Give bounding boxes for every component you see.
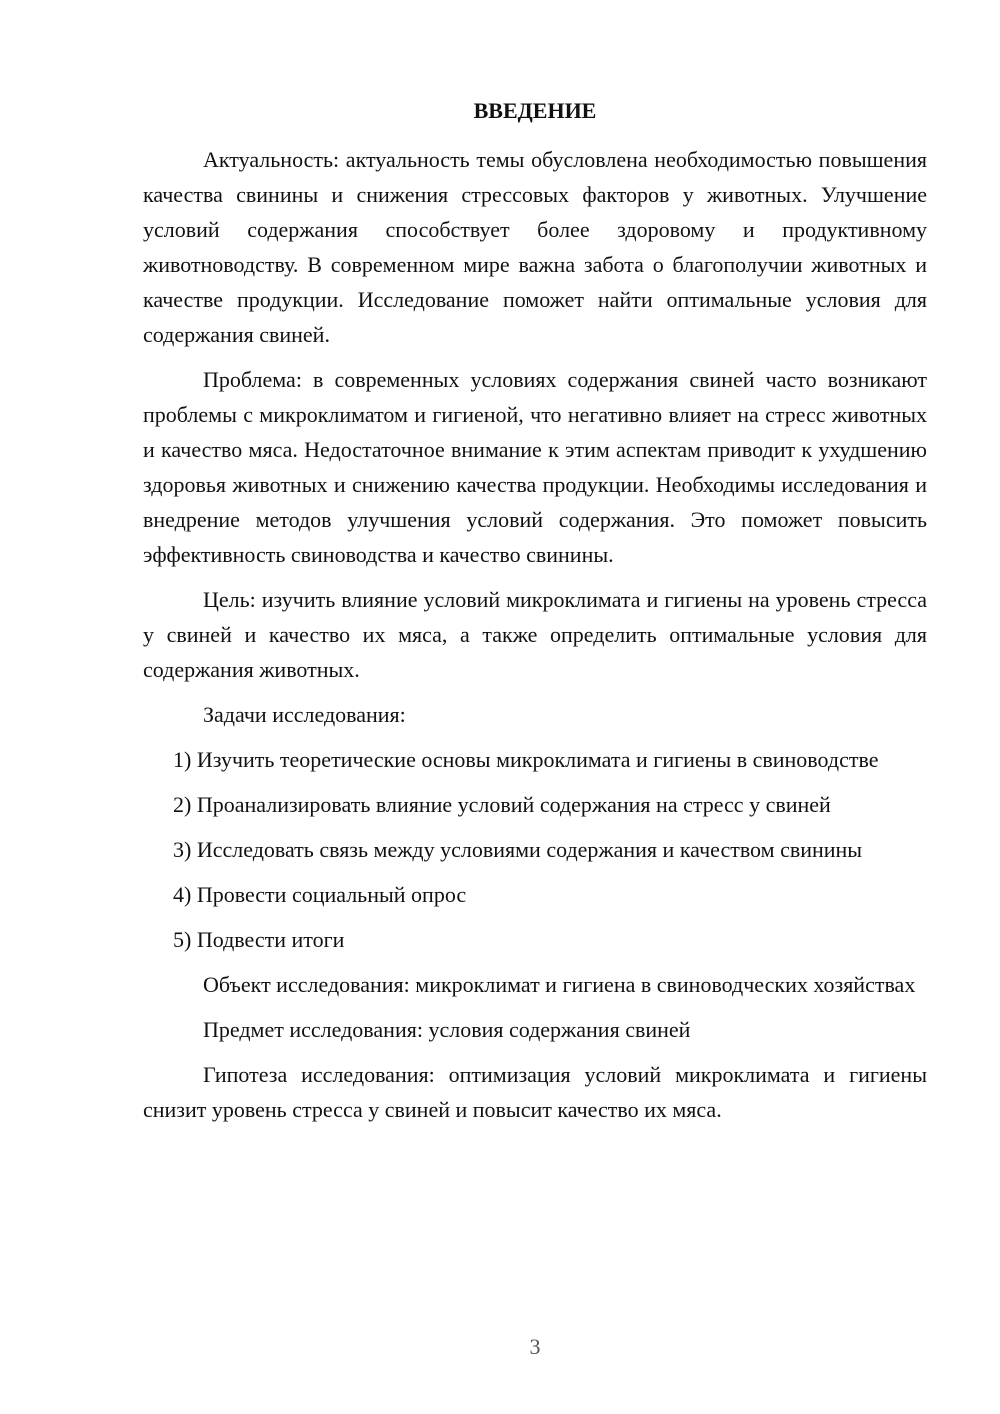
tasks-heading: Задачи исследования: <box>203 702 406 727</box>
task-item: 1) Изучить теоретические основы микроклимата и гигиены в свиноводстве <box>173 747 879 772</box>
hypothesis-paragraph: Гипотеза исследования: оптимизация условий микроклимата и гигиены снизит уровень стресса у свиней и повысит качество их мяса. <box>143 1062 927 1122</box>
page-number: 3 <box>529 1334 541 1359</box>
problem-paragraph: Проблема: в современных условиях содержания свиней часто возникают проблемы с микроклиматом и гигиеной, что негативно влияет на стресс животных и качество мяса. Недостаточное внимание к этим аспектам приводит к ухудшению здоровья животных и снижению качества продукции. Необходимы исследования и внедрение методов улучшения условий содержания. Это поможет повысить эффективность свиноводства и качество свинины. <box>143 367 927 567</box>
task-item: 5) Подвести итоги <box>173 927 345 952</box>
task-item: 3) Исследовать связь между условиями содержания и качеством свинины <box>173 837 863 862</box>
object-paragraph: Объект исследования: микроклимат и гигиена в свиноводческих хозяйствах <box>203 972 916 997</box>
relevance-paragraph: Актуальность: актуальность темы обусловлена необходимостью повышения качества свинины и снижения стрессовых факторов у животных. Улучшение условий содержания способствует более здоровому и продуктивному животноводству. В современном мире важна забота о благополучии животных и качестве продукции. Исследование поможет найти оптимальные условия для содержания свиней. <box>143 147 927 347</box>
goal-paragraph: Цель: изучить влияние условий микроклимата и гигиены на уровень стресса у свиней и качество их мяса, а также определить оптимальные условия для содержания животных. <box>143 587 927 682</box>
subject-paragraph: Предмет исследования: условия содержания свиней <box>203 1017 691 1042</box>
task-item: 2) Проанализировать влияние условий содержания на стресс у свиней <box>173 792 831 817</box>
section-heading: ВВЕДЕНИЕ <box>473 98 597 123</box>
body-text <box>143 142 927 1137</box>
task-item: 4) Провести социальный опрос <box>173 882 467 907</box>
